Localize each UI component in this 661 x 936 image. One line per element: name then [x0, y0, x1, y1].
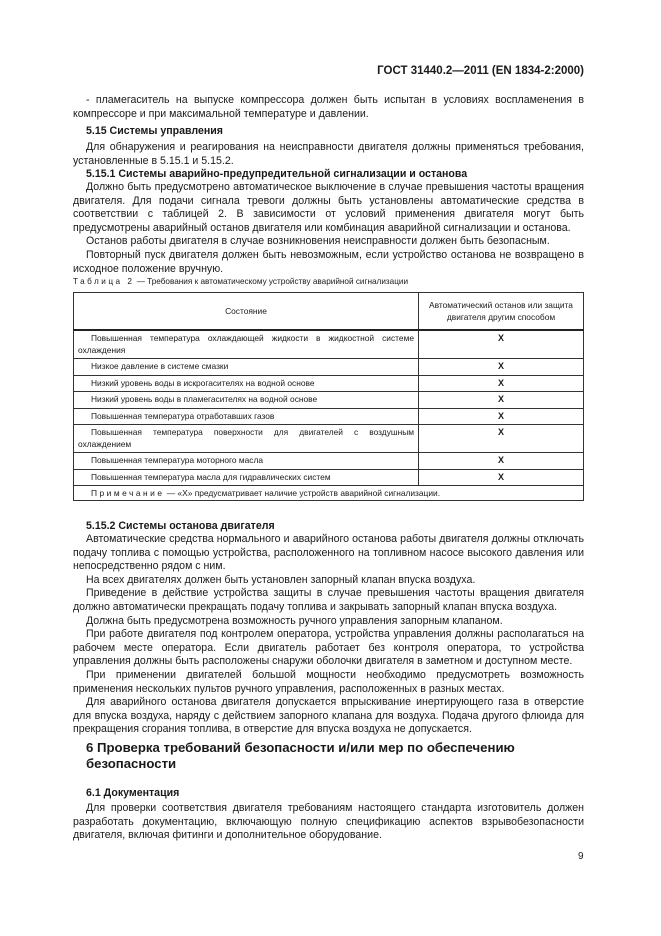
- shutdown-mark-cell: X: [419, 453, 584, 470]
- section-6-1: [73, 786, 584, 843]
- column-header-state: Состояние: [74, 293, 419, 331]
- paragraph: На всех двигателях должен быть установлен запорный клапан впуска воздуха.: [86, 573, 476, 586]
- table-caption: [73, 277, 584, 287]
- table-row: [74, 375, 584, 392]
- state-cell: Низкий уровень воды в искрогасителях на водной основе: [74, 375, 419, 392]
- state-cell: Повышенная температура охлаждающей жидкости в жидкостной системе охлаждения: [74, 330, 419, 359]
- section-heading: 5.15.1 Системы аварийно-предупредительной сигнализации и останова: [86, 168, 468, 180]
- paragraph: Для обнаружения и реагирования на неисправности двигателя должны применяться требования, установленные в 5.15.1 и 5.15.2.: [73, 141, 584, 167]
- caption-text: — Требования к автоматическому устройству аварийной сигнализации: [134, 277, 409, 286]
- paragraph: Должно быть предусмотрено автоматическое выключение в случае превышения частоты вращения двигателя. Для подачи сигнала тревоги должны быть установлены автоматические средства в соответствии с таблицей 2. В зависимости от условий применения двигателя могут быть предусмотрены аварийный останов двигателя или комбинация аварийной сигнализации и останова.: [73, 181, 584, 234]
- shutdown-mark-cell: X: [419, 408, 584, 425]
- paragraph: При применении двигателей большой мощности необходимо предусмотреть возможность применения нескольких пультов ручного управления, расположенных в разных местах.: [73, 668, 584, 695]
- table-row: [74, 392, 584, 409]
- table-row: [74, 330, 584, 359]
- paragraph: Для аварийного останова двигателя допускается впрыскивание инертирующего газа в отверстие для впуска воздуха, наряду с действием запорного клапана для воздуха. Подача другого флюида для прекращения сгорания топлива, в отверстие для впуска воздуха не допускается.: [73, 696, 584, 736]
- state-cell: Повышенная температура поверхности для двигателей с воздушным охлаждением: [74, 425, 419, 453]
- section-5-15: [73, 124, 584, 168]
- shutdown-mark-cell: X: [419, 469, 584, 486]
- shutdown-mark-cell: X: [419, 330, 584, 359]
- state-cell: Низкое давление в системе смазки: [74, 359, 419, 376]
- page-number: 9: [578, 851, 584, 862]
- section-5-15-1: [73, 167, 584, 276]
- table-row: [74, 359, 584, 376]
- state-cell: Низкий уровень воды в пламегасителях на водной основе: [74, 392, 419, 409]
- shutdown-mark-cell: X: [419, 359, 584, 376]
- note-label: Примечание: [91, 488, 165, 498]
- paragraph: Для проверки соответствия двигателя требованиям настоящего стандарта изготовитель должен разработать документацию, включающую полную спецификацию аспектов взрывобезопасности двигателя, включая фитинги и дополнительное оборудование.: [73, 802, 584, 842]
- table-row: [74, 469, 584, 486]
- state-cell: Повышенная температура отработавших газов: [74, 408, 419, 425]
- table-row: [74, 453, 584, 470]
- table-row: [74, 425, 584, 453]
- section-heading: 5.15 Системы управления: [86, 125, 223, 137]
- chapter-heading: 6 Проверка требований безопасности и/или мер по обеспечению безопасности: [86, 740, 515, 771]
- section-6: [73, 740, 543, 772]
- table-header-row: [74, 293, 584, 331]
- shutdown-mark-cell: X: [419, 375, 584, 392]
- section-heading: 5.15.2 Системы останова двигателя: [86, 520, 275, 532]
- paragraph: Останов работы двигателя в случае возникновения неисправности должен быть безопасным.: [86, 235, 550, 248]
- requirements-table: [73, 292, 584, 501]
- state-cell: Повышенная температура масла для гидравлических систем: [74, 469, 419, 486]
- shutdown-mark-cell: X: [419, 392, 584, 409]
- note-text: — «X» предусматривает наличие устройств аварийной сигнализации.: [164, 488, 441, 498]
- paragraph: При работе двигателя под контролем оператора, устройства управления должны располагаться на рабочем месте оператора. Если двигатель работает без контроля оператора, то устройства управления должны быть расположены снаружи оболочки двигателя в заметном и доступном месте.: [73, 628, 584, 668]
- paragraph: Повторный пуск двигателя должен быть невозможным, если устройство останова не возвращено в исходное положение вручную.: [73, 248, 584, 275]
- section-5-15-2: [73, 519, 584, 737]
- paragraph: Автоматические средства нормального и аварийного останова работы двигателя должны отключать подачу топлива с помощью устройства, расположенного на топливном насосе высокого давления или непосредственно рядом с ним.: [73, 533, 584, 573]
- column-header-shutdown: Автоматический останов или защита двигателя другим способом: [419, 293, 584, 331]
- section-heading: 6.1 Документация: [86, 787, 180, 799]
- table-note-row: [74, 486, 584, 501]
- shutdown-mark-cell: X: [419, 425, 584, 453]
- state-cell: Повышенная температура моторного масла: [74, 453, 419, 470]
- caption-prefix: Таблица 2: [73, 277, 135, 286]
- paragraph: Приведение в действие устройства защиты в случае превышения частоты вращения двигателя должно автоматически прекращать подачу топлива и закрывать запорный клапан впуска воздуха.: [73, 587, 584, 613]
- table-2: [73, 277, 584, 501]
- paragraph: Должна быть предусмотрена возможность ручного управления запорным клапаном.: [86, 614, 503, 627]
- document-header: ГОСТ 31440.2—2011 (EN 1834-2:2000): [377, 65, 584, 77]
- table-note: [74, 486, 584, 501]
- intro-section: [73, 94, 584, 121]
- table-row: [74, 408, 584, 425]
- paragraph: - пламегаситель на выпуске компрессора должен быть испытан в условиях воспламенения в компрессоре и при максимальной температуре и давлении.: [73, 94, 584, 120]
